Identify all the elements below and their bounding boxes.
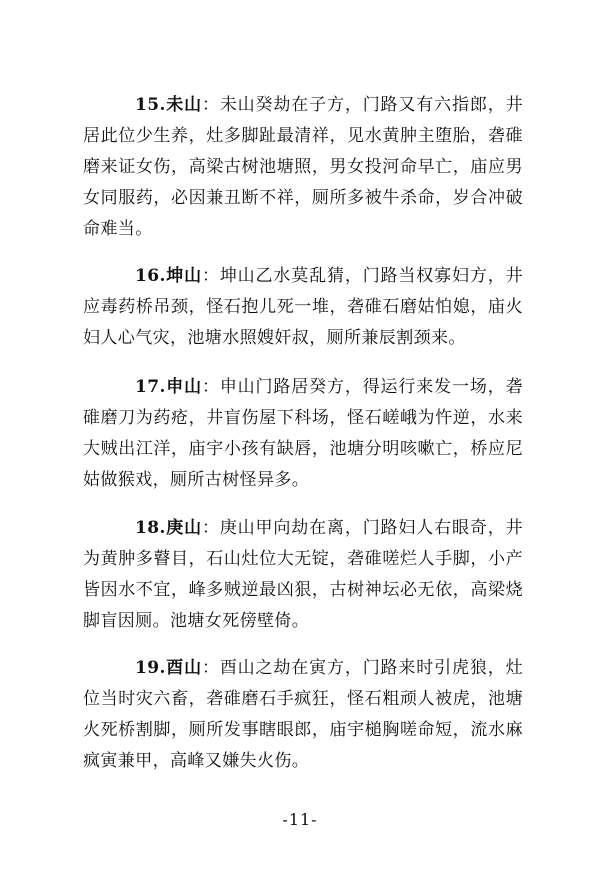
entry-weishan xyxy=(83,90,523,245)
page-number: -11- xyxy=(282,810,318,829)
entry-separator: ： xyxy=(201,518,220,538)
entry-separator: ： xyxy=(201,377,220,397)
entry-text: 坤山乙水莫乱猜，门路当权寡妇方，井应毒药桥吊颈，怪石抱儿死一堆，砻碓石磨姑怕媳，庙火妇人心气灾，池塘水照嫂奸叔，厕所兼辰割颈来。 xyxy=(83,266,523,348)
entry-title: 申山 xyxy=(165,377,202,397)
entry-number: 18. xyxy=(135,518,166,538)
entry-title: 坤山 xyxy=(165,266,202,286)
entry-separator: ： xyxy=(201,95,220,115)
entry-shenshan xyxy=(83,372,523,496)
entry-separator: ： xyxy=(201,658,220,678)
entry-number: 17. xyxy=(135,377,166,397)
entry-separator: ： xyxy=(201,266,220,286)
entry-title: 未山 xyxy=(165,95,202,115)
entry-number: 19. xyxy=(135,658,166,678)
entry-text: 庚山甲向劫在离，门路妇人右眼奇，井为黄肿多瞽目，石山灶位大无锭，砻碓嗟烂人手脚，小产皆因水不宜，峰多贼逆最凶狠，古树神坛必无依，高梁烧脚盲因厕。池塘女死傍壁倚。 xyxy=(83,518,523,631)
entry-youshan xyxy=(83,653,523,777)
entry-gengshan xyxy=(83,513,523,637)
entry-title: 酉山 xyxy=(165,658,202,678)
entry-text: 申山门路居癸方，得运行来发一场，砻碓磨刀为药疮，井盲伤屋下科场，怪石嵯峨为忤逆，水来大贼出江洋，庙宇小孩有缺唇，池塘分明咳嗽亡，桥应尼姑做猴戏，厕所古树怪异多。 xyxy=(83,377,523,490)
entry-number: 16. xyxy=(135,266,166,286)
entry-text: 未山癸劫在子方，门路又有六指郎，井居此位少生养，灶多脚趾最清祥，见水黄肿主堕胎，砻碓磨来证女伤，高梁古树池塘照，男女投河命早亡，庙应男女同服药，必因兼丑断不祥，厕所多被牛杀命，岁合冲破命难当。 xyxy=(83,95,523,239)
entry-kunshan xyxy=(83,261,523,354)
entry-text: 酉山之劫在寅方，门路来时引虎狼，灶位当时灾六畜，砻碓磨石手疯狂，怪石粗顽人被虎，池塘火死桥割脚，厕所发事瞎眼郎，庙宇槌胸嗟命短，流水麻疯寅兼甲，高峰又嫌失火伤。 xyxy=(83,658,523,771)
entry-number: 15. xyxy=(135,95,166,115)
entry-title: 庚山 xyxy=(165,518,202,538)
